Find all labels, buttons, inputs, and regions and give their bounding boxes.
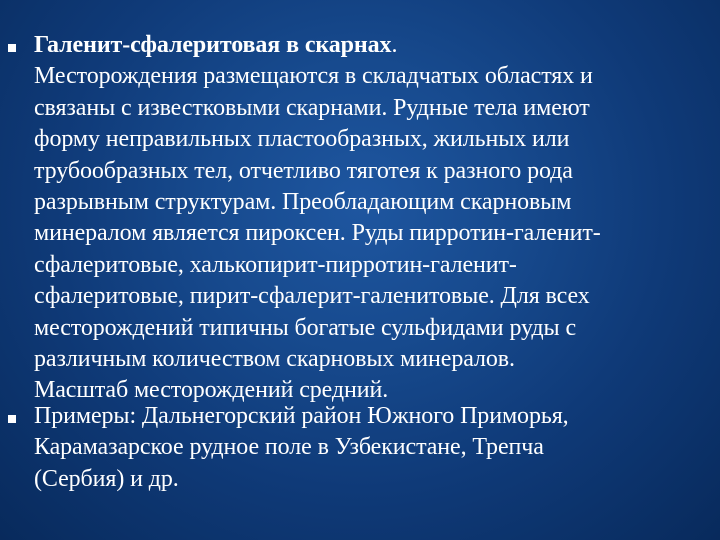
item-heading-suffix: . bbox=[391, 32, 398, 58]
text-line: Масштаб месторождений средний. bbox=[34, 377, 389, 404]
text-line: Карамазарское рудное поле в Узбекистане, Трепча bbox=[34, 434, 544, 461]
text-line: трубообразных тел, отчетливо тяготея к разного рода bbox=[34, 157, 573, 184]
heading-line bbox=[34, 30, 706, 61]
text-line: Примеры: Дальнегорский район Южного Приморья, bbox=[34, 403, 569, 429]
text-line: связаны с известковыми скарнами. Рудные тела имеют bbox=[34, 94, 590, 121]
bullet-square-icon bbox=[8, 415, 16, 423]
bullet-square-icon bbox=[8, 44, 16, 52]
text-line: сфалеритовые, пирит-сфалерит-галенитовые. Для всех bbox=[34, 283, 590, 310]
text-line: различным количеством скарновых минералов. bbox=[34, 346, 515, 373]
text-line: разрывным структурам. Преобладающим скарновым bbox=[34, 189, 572, 216]
bullet-item-deposits bbox=[34, 30, 706, 407]
bullet-item-examples bbox=[34, 401, 706, 495]
text-line: минералом является пироксен. Руды пирротин-галенит- bbox=[34, 220, 601, 247]
text-line: месторождений типичны богатые сульфидами руды с bbox=[34, 314, 577, 341]
text-line: сфалеритовые, халькопирит-пирротин-галенит- bbox=[34, 251, 517, 278]
text-line: форму неправильных пластообразных, жильных или bbox=[34, 126, 570, 153]
text-line: Месторождения размещаются в складчатых областях и bbox=[34, 63, 593, 90]
text-line: (Сербия) и др. bbox=[34, 465, 179, 492]
item-heading: Галенит-сфалеритовая в скарнах bbox=[34, 32, 392, 58]
